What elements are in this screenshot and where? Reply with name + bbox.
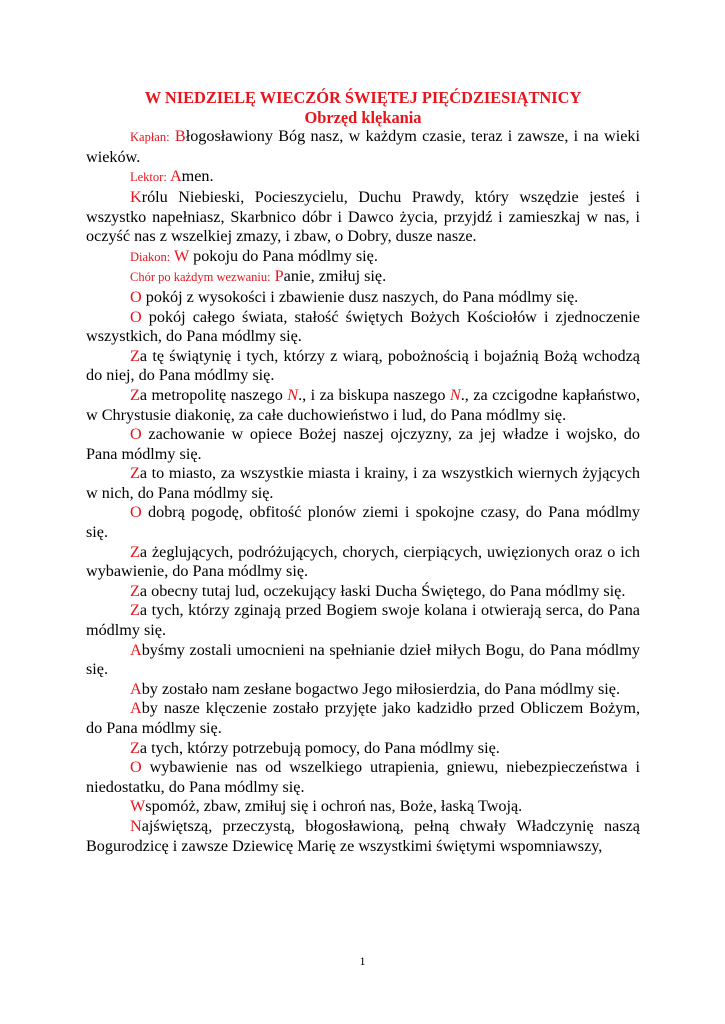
initial-letter: Z: [130, 464, 140, 483]
paragraph-text: rólu Niebieski, Pocieszycielu, Duchu Prawdy, który wszędzie jesteś i wszystko napełniasz, Skarbnico dóbr i Dawco życia, przyjdź i zamieszkaj w nas, i oczyść nas z wszelkiej zmazy, i zbaw, o Dobry, dusze nasze.: [86, 187, 640, 246]
petition: [86, 797, 640, 817]
paragraph-text: a metropolitę naszego: [139, 385, 288, 404]
paragraph-text: wybawienie nas od wszelkiego utrapienia, gniewu, niebezpieczeństwa i niedostatku, do Pana módlmy się.: [86, 758, 640, 796]
paragraph-text: anie, zmiłuj się.: [283, 267, 387, 286]
role-label: Lektor:: [130, 170, 167, 185]
petition: [86, 464, 640, 503]
petition: [86, 758, 640, 797]
paragraph-text: łogosławiony Bóg nasz, w każdym czasie, teraz i zawsze, i na wieki wieków.: [86, 127, 641, 166]
paragraph-text: men.: [181, 167, 214, 186]
paragraph-diakon: [86, 247, 640, 268]
paragraph-text: a tę świątynię i tych, którzy z wiarą, pobożnością i bojaźnią Bożą wchodzą do niej, do Pana módlmy się.: [86, 346, 640, 385]
paragraph-chor: [86, 267, 640, 288]
petition: [86, 641, 640, 680]
paragraph-text: pokoju do Pana módlmy się.: [189, 246, 378, 265]
page-subtitle: Obrzęd klękania: [304, 107, 422, 127]
role-label: Chór po każdym wezwaniu:: [130, 270, 271, 285]
petition: [86, 425, 640, 464]
paragraph-text: ., za czcigodne kapłaństwo, w Chrystusie diakonię, za całe duchowieństwo i lud, do Pana módlmy się.: [86, 385, 640, 424]
paragraph-text: a tych, którzy zginają przed Bogiem swoje kolana i otwierają serca, do Pana módlmy się.: [86, 601, 640, 640]
petition: [86, 347, 640, 386]
initial-letter: O: [130, 758, 142, 777]
paragraph-lektor: [86, 167, 640, 188]
initial-letter: B: [174, 127, 186, 146]
petition: [86, 739, 640, 759]
paragraph-text: by nasze klęczenie zostało przyjęte jako kadzidło przed Obliczem Bożym, do Pana módlmy się.: [86, 699, 640, 737]
initial-letter: Z: [130, 581, 140, 600]
paragraph-text: by zostało nam zesłane bogactwo Jego miłosierdzia, do Pana módlmy się.: [141, 679, 621, 698]
paragraph-text: a obecny tutaj lud, oczekujący łaski Ducha Świętego, do Pana módlmy się.: [139, 581, 626, 600]
petition: [86, 503, 640, 542]
name-placeholder: N: [449, 385, 461, 404]
initial-letter: Z: [130, 738, 140, 757]
petition: [86, 817, 640, 856]
paragraph-text: dobrą pogodę, obfitość plonów ziemi i spokojne czasy, do Pana módlmy się.: [86, 503, 640, 542]
initial-letter: Z: [130, 346, 140, 365]
initial-letter: O: [130, 503, 142, 522]
paragraph-kaplan: [86, 127, 640, 167]
paragraph-text: byśmy zostali umocnieni na spełnianie dzieł miłych Bogu, do Pana módlmy się.: [86, 640, 640, 679]
initial-letter: W: [130, 797, 146, 816]
initial-letter: A: [169, 167, 182, 186]
initial-letter: A: [130, 679, 142, 698]
paragraph-text: ., i za biskupa naszego: [298, 385, 450, 404]
role-label: Kapłan:: [130, 130, 170, 145]
petition: [86, 543, 640, 582]
paragraph-text: spomóż, zbaw, zmiłuj się i ochroń nas, Boże, łaską Twoją.: [145, 797, 523, 816]
petition: [86, 582, 640, 602]
role-label: Diakon:: [130, 249, 171, 264]
initial-letter: O: [130, 425, 142, 444]
petition: [86, 699, 640, 738]
petition: [86, 386, 640, 425]
petition: [86, 308, 640, 347]
paragraph-text: a tych, którzy potrzebują pomocy, do Pana módlmy się.: [139, 738, 500, 757]
petition: [86, 680, 640, 700]
petition: [86, 601, 640, 640]
page-title: W NIEDZIELĘ WIECZÓR ŚWIĘTEJ PIĘĆDZIESIĄTNICY: [144, 88, 582, 107]
paragraph-text: pokój z wysokości i zbawienie dusz naszych, do Pana módlmy się.: [141, 287, 579, 306]
initial-letter: Z: [130, 385, 140, 404]
initial-letter: A: [130, 640, 142, 659]
page-number: 1: [359, 954, 366, 968]
initial-letter: O: [130, 307, 142, 326]
paragraph: [86, 188, 640, 247]
paragraph-text: a żeglujących, podróżujących, chorych, cierpiących, uwięzionych oraz o ich wybawienie, do Pana módlmy się.: [86, 542, 640, 581]
initial-letter: O: [130, 287, 142, 306]
petition: [86, 288, 640, 308]
initial-letter: W: [174, 246, 190, 265]
initial-letter: K: [130, 187, 142, 206]
initial-letter: Z: [130, 601, 140, 620]
document-page: [86, 88, 640, 856]
paragraph-text: pokój całego świata, stałość świętych Bożych Kościołów i zjednoczenie wszystkich, do Pana módlmy się.: [86, 307, 640, 346]
paragraph-text: a to miasto, za wszystkie miasta i krainy, i za wszystkich wiernych żyjących w nich, do Pana módlmy się.: [86, 464, 640, 502]
paragraph-text: zachowanie w opiece Bożej naszej ojczyzny, za jej władze i wojsko, do Pana módlmy się.: [86, 425, 640, 463]
initial-letter: P: [274, 267, 284, 286]
paragraph-text: ajświętszą, przeczystą, błogosławioną, pełną chwały Władczynię naszą Bogurodzicę i zawsze Dziewicę Marię ze wszystkimi świętymi wspomniawszy,: [86, 816, 640, 855]
initial-letter: N: [130, 816, 142, 835]
initial-letter: A: [130, 699, 142, 718]
name-placeholder: N: [287, 385, 299, 404]
initial-letter: Z: [130, 542, 140, 561]
